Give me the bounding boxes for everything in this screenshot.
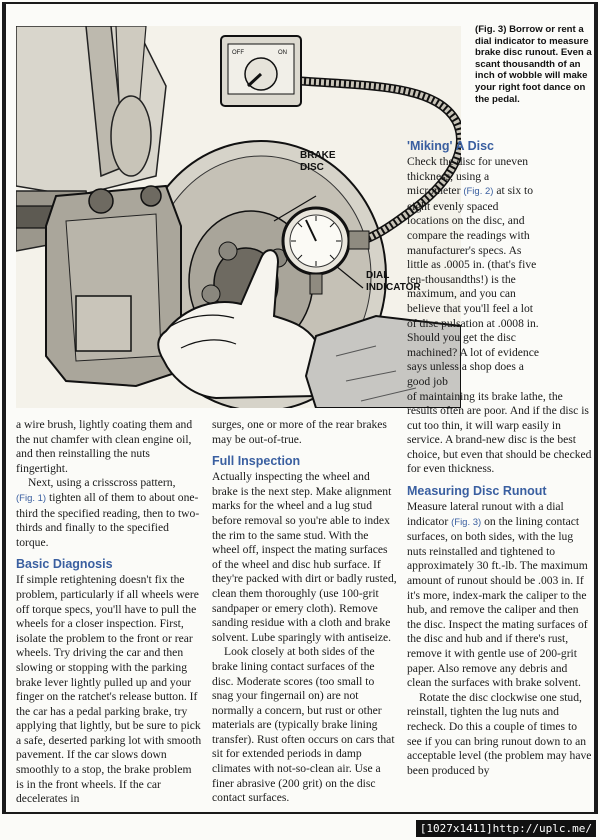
section-heading: Full Inspection [212,454,301,469]
dial-base-on-label: ON [278,50,287,56]
text-column-1 [16,418,202,807]
figure-reference: (Fig. 2) [463,186,494,198]
paragraph: If simple retightening doesn't fix the problem, particularly if all wheels were off torque specs, you'll have to pull the wheels for a closer inspection. First, isolate the problem to the front or rear wheels. Try driving the car and then slowing or stopping with the parking brake lever lightly pulled up and your finger on the ratchet's release button. If the car has a pedal parking brake, try applying that lightly, but be sure to pick a safe, deserted parking lot with smooth pavement. If the car slows down smoothly to a stop, the brake problem is in the front wheels. If the car decelerates in [16,573,202,806]
page-border-bottom [2,812,598,814]
section-heading: 'Miking' A Disc [407,139,494,153]
paragraph: surges, one or more of the rear brakes may be out-of-true. [212,418,387,446]
brake-disc-illustration [16,26,461,408]
paragraph-text: Measure lateral runout with a dial indicator [407,500,564,528]
brake-disc-label: BRAKE DISC [300,150,336,173]
section-heading: Measuring Disc Runout [407,484,547,499]
paragraph-text: tighten all of them to about one-third the specified reading, then to two-thirds and finally to the specified torque. [16,490,200,549]
paragraph: of maintaining its brake lathe, the results often are poor. And if the disc is cut too thin, it will warp easily in service. A brand-new disc is the best choice, but even that should be checked for even thickness. [407,389,592,476]
page-border-right [594,2,598,814]
figure-reference: (Fig. 1) [16,492,47,504]
paragraph-text: Check the disc for uneven thickness, using a micrometer [407,155,529,198]
paragraph [407,155,541,390]
paragraph [407,500,593,691]
figure-caption: (Fig. 3) Borrow or rent a dial indicator to measure brake disc runout. Even a scant thousandth of an inch of wobble will make your right foot dance on the pedal. [475,24,592,105]
dial-indicator-label: DIAL INDICATOR [366,270,421,293]
page-border-left [2,2,6,814]
source-tag: [1027x1411]http://uplc.me/ [416,820,596,837]
paragraph: Look closely at both sides of the brake lining contact surfaces of the disc. Moderate scores (too small to snag your fingernail on) are not normally a concern, but rust or other materials are (typically brake lining transfer). Rust often occurs on cars that sit for extended periods in damp climates with not-so-clean air. Use a finer abrasive (200 grit) on the disc contact surfaces. [212,645,395,805]
paragraph [16,476,202,550]
paragraph-text: at six to eight evenly spaced locations on the disc, and compare the readings with manufacturer's specs. As little as .0005 in. (that's five ten-thousandths!) is the maximum, and you can believe that you'll feel a lot of disc pulsation at .0008 in. Should you get the disc machined? A lot of evidence says unless a shop does a good job [407,184,539,388]
dial-base-off-label: OFF [232,50,244,56]
paragraph-text: on the lining contact surfaces, on both sides, with the lug nuts reinstalled and tightened to approximately 30 ft.-lb. The maximum amount of runout should be .003 in. If it's more, index-mark the caliper to the hub, and remove the caliper and then the disc. Inspect the mating surfaces of the disc and hub and if there's rust, remove it with gentle use of 200-grit paper. Also remove any debris and clean the surfaces with brake solvent. [407,514,588,690]
text-column-3 [407,139,593,778]
paragraph: Rotate the disc clockwise one stud, reinstall, tighten the lug nuts and recheck. Do this a couple of times to see if you can bring runout down to an acceptable level (the problem may have been produced by [407,690,592,777]
paragraph: Actually inspecting the wheel and brake is the next step. Make alignment marks for the wheel and a lug stud before removal so you're able to index the rim to the same stud. With the wheel off, inspect the mating surfaces of the wheel and disc hub surface. If they're packed with dirt or badly rusted, clean them thoroughly (use 100-grit sandpaper or emery cloth). Remove sanding residue with a cloth and brake solvent. Lube sparingly with antiseize. [212,470,397,644]
paragraph: a wire brush, lightly coating them and the nut chamfer with clean engine oil, and then reinstalling the nuts fingertight. [16,418,193,475]
page-border-top [2,2,598,4]
figure-reference: (Fig. 3) [451,516,482,528]
text-column-2 [212,418,398,806]
section-heading: Basic Diagnosis [16,557,113,572]
paragraph-text: Next, using a crisscross pattern, [28,476,176,490]
